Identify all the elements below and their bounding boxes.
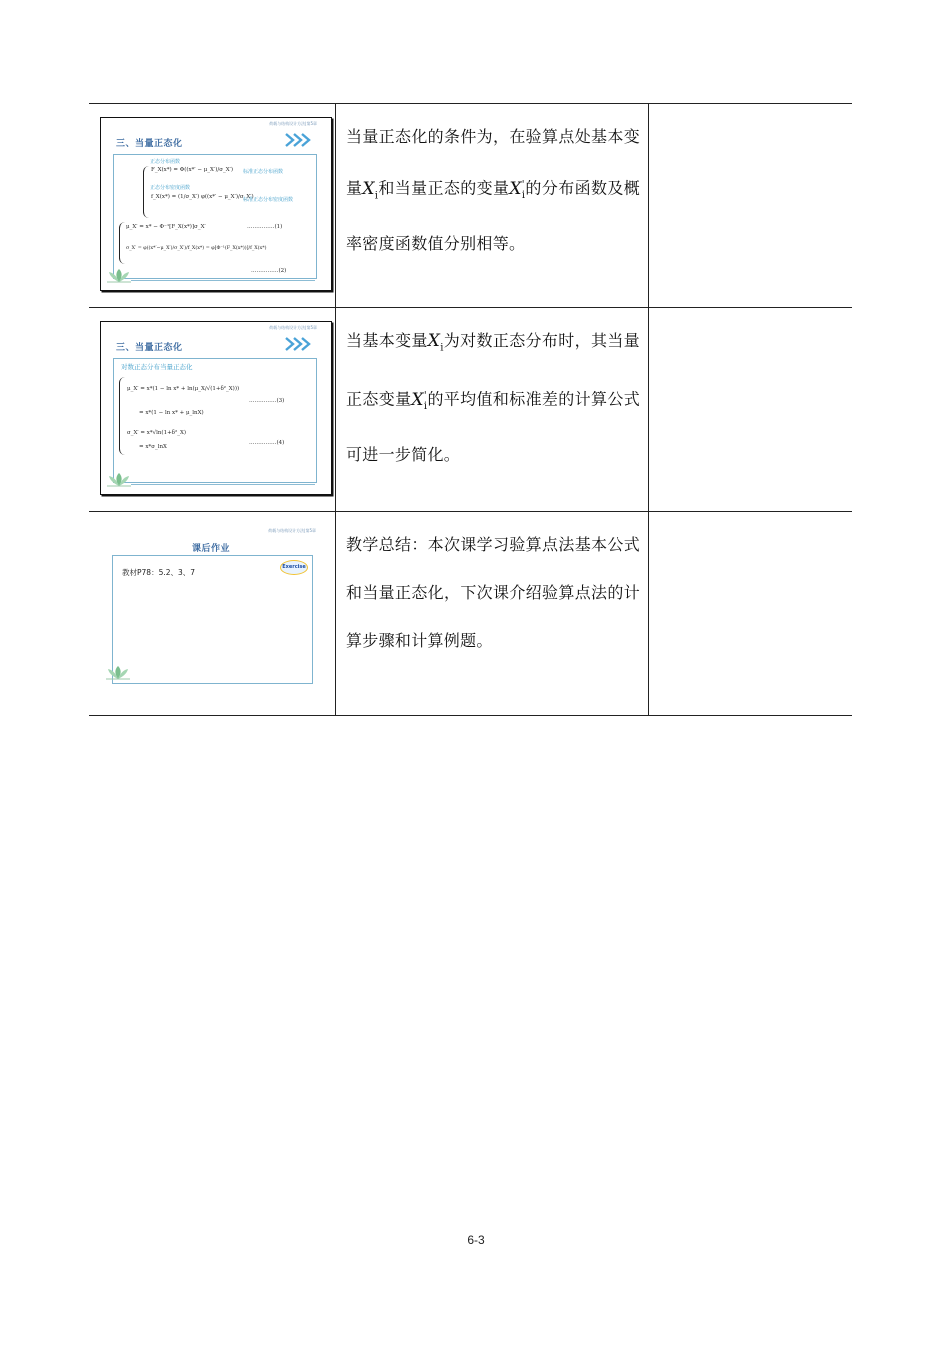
description-text: 当基本变量$X_i$为对数正态分布时，其当量正态变量$X'_i$的平均值和标准差的计算公式可进一步简化。 (346, 331, 640, 465)
equation-mu: μ_X′ = x* − Φ⁻¹[F_X(x*)]σ_X′ (126, 224, 206, 230)
description-cell (336, 308, 649, 512)
equation-cdf: F_X(x*) = Φ((x*′ − μ_X′)/σ_X′) (151, 167, 234, 173)
chevron-arrows-icon (284, 132, 314, 148)
equation-number-4: ……………(4) (249, 440, 285, 446)
slide-title: 三、当量正态化 (116, 343, 183, 353)
description-text: 当量正态化的条件为，在验算点处基本变量$X_i$和当量正态的变量$X'_i$的分布函数及概率密度函数值分别相等。 (346, 127, 640, 254)
table-row (89, 308, 852, 512)
note-cell (649, 512, 853, 716)
variable-xi-prime: $X'_i$ (411, 390, 428, 413)
homework-text: 教材P78：5.2、3、7 (122, 568, 196, 577)
equation-sigma-2: = x*σ_lnX (139, 444, 167, 450)
equation-number-2: ……………(2) (251, 268, 287, 274)
variable-xi-prime: $X'_i$ (509, 178, 526, 202)
description-cell (336, 104, 649, 308)
note-cell (649, 104, 853, 308)
note-cell (649, 308, 853, 512)
summary-text: 教学总结：本次课学习验算点法基本公式和当量正态化，下次课介绍验算点法的计算步骤和计算例题。 (346, 535, 640, 650)
formula-panel (113, 358, 317, 483)
lotus-icon (105, 268, 133, 284)
slide-title: 三、当量正态化 (116, 139, 183, 149)
equation-number-1: ……………(1) (247, 224, 283, 230)
equation-mu-1: μ_X′ = x*(1 − ln x* + ln(μ_X/√(1+δ²_X))) (127, 386, 240, 392)
variable-xi: $X_i$ (427, 331, 444, 354)
course-tag: 荷载与结构设计方法|第5章 (268, 528, 316, 533)
description-cell (336, 512, 649, 716)
table-row (89, 104, 852, 308)
equation-sigma-1: σ_X′ = x*√ln(1+δ²_X) (127, 430, 187, 436)
lesson-table (89, 103, 852, 716)
slide-subtitle: 对数正态分布当量正态化 (121, 363, 193, 371)
exercise-badge: Exercise (280, 560, 308, 575)
equation-sigma: σ_X′ = φ((x*′−μ_X′)/σ_X′)/f_X(x*) = φ[Φ⁻¹(F_X(x*))]/f_X(x*) (126, 246, 267, 251)
variable-xi: $X_i$ (362, 178, 379, 202)
table-row (89, 512, 852, 716)
slide-cell (89, 104, 336, 308)
lotus-icon (104, 665, 132, 681)
page-number: 6-3 (467, 1233, 485, 1247)
slide-thumbnail-lognormal (100, 321, 332, 495)
note-pdf: 标准正态分布密度函数 (243, 197, 294, 203)
slide-title: 课后作业 (192, 544, 231, 554)
equation-mu-2: = x*(1 − ln x* + μ_lnX) (139, 410, 204, 416)
chevron-arrows-icon (284, 336, 314, 352)
slide-cell (89, 512, 336, 716)
course-tag: 荷载与结构设计方法|第5章 (269, 325, 317, 330)
equation-number-3: ……………(3) (249, 398, 285, 404)
note-cdf: 标准正态分布函数 (243, 169, 284, 175)
label-cdf: 正态分布函数 (150, 159, 181, 165)
label-pdf: 正态分布密度函数 (150, 185, 191, 191)
lotus-icon (105, 472, 133, 488)
slide-thumbnail-homework (100, 525, 326, 685)
slide-cell (89, 308, 336, 512)
course-tag: 荷载与结构设计方法|第5章 (269, 121, 317, 126)
equation-pdf: f_X(x*) = (1/σ_X′) φ((x*′ − μ_X′)/σ_X′) (151, 194, 254, 200)
slide-thumbnail-normalization (100, 117, 332, 291)
